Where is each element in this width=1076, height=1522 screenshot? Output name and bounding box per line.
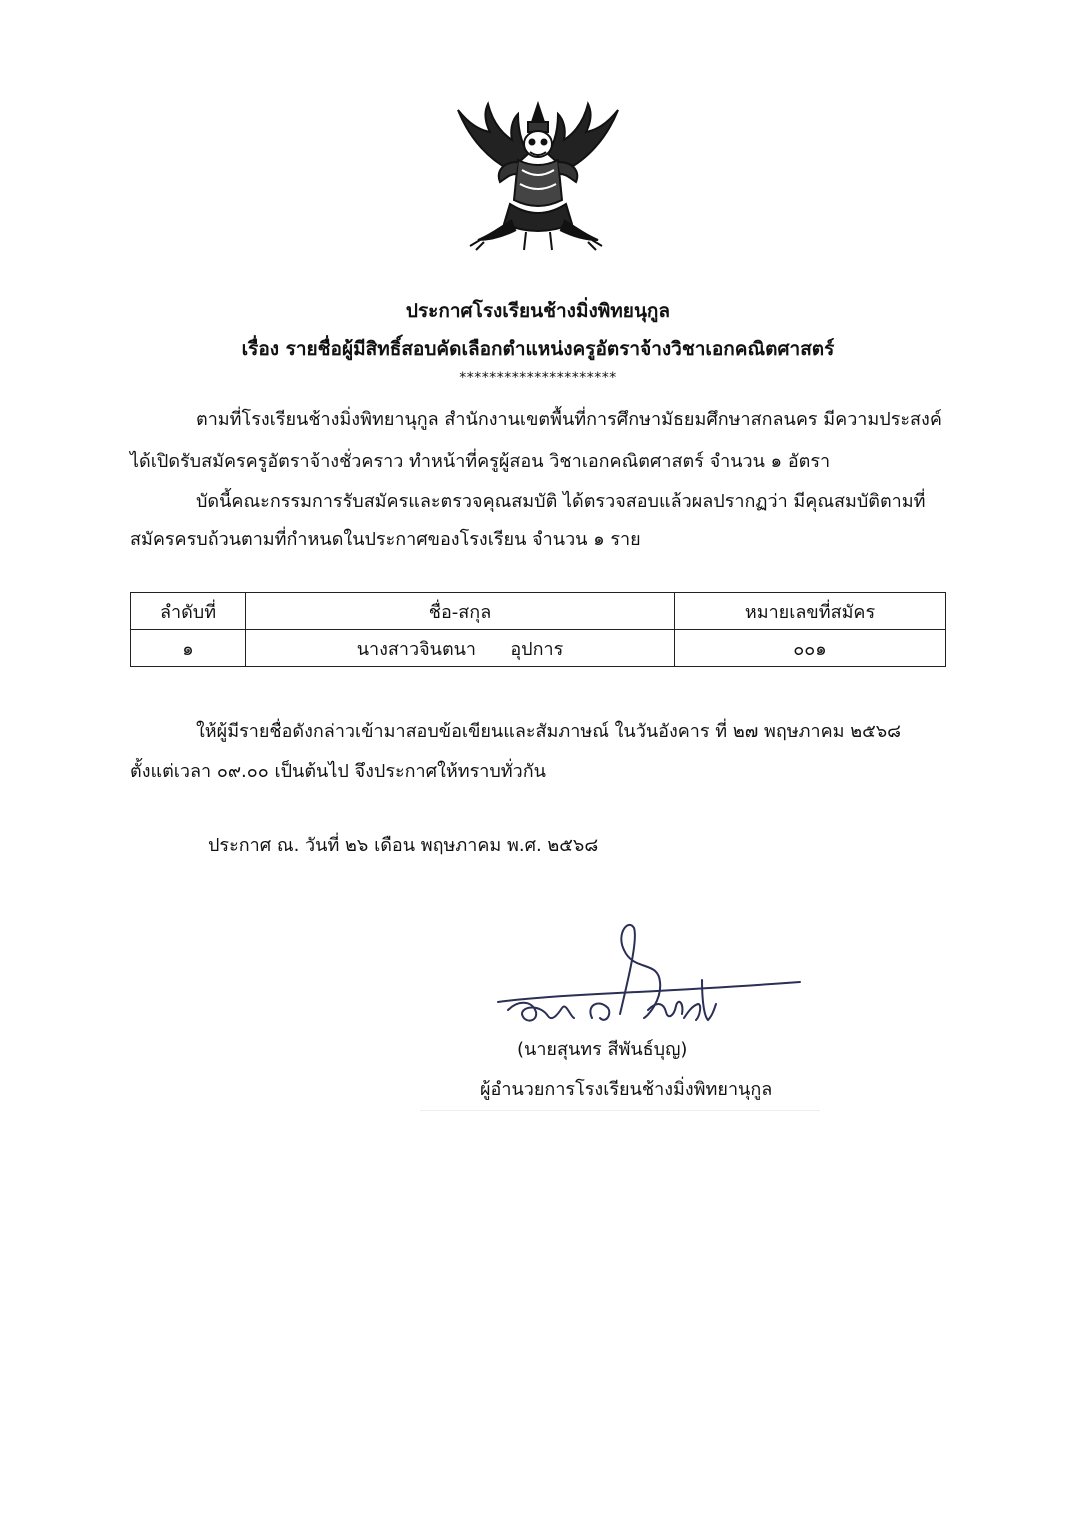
signer-position: ผู้อำนวยการโรงเรียนช้างมิ่งพิทยานุกูล bbox=[480, 1079, 773, 1100]
paragraph3-line2: ตั้งแต่เวลา ๐๙.๐๐ เป็นต้นไป จึงประกาศให้ทราบทั่วกัน bbox=[130, 761, 546, 782]
table-row bbox=[131, 630, 946, 667]
cell-name: นางสาวจินตนา อุปการ bbox=[246, 630, 675, 667]
garuda-emblem bbox=[440, 100, 636, 260]
announce-date: ประกาศ ณ. วันที่ ๒๖ เดือน พฤษภาคม พ.ศ. ๒๕๖๘ bbox=[208, 835, 599, 856]
column-header-name: ชื่อ-สกุล bbox=[246, 593, 675, 630]
candidate-table bbox=[130, 592, 946, 667]
paragraph2-line2: สมัครครบถ้วนตามที่กำหนดในประกาศของโรงเรียน จำนวน ๑ ราย bbox=[130, 529, 641, 550]
signature-underline bbox=[420, 1110, 820, 1111]
paragraph3-line1: ให้ผู้มีรายชื่อดังกล่าวเข้ามาสอบข้อเขียนและสัมภาษณ์ ในวันอังคาร ที่ ๒๗ พฤษภาคม ๒๕๖๘ bbox=[196, 721, 902, 742]
paragraph1-line2: ได้เปิดรับสมัครครูอัตราจ้างชั่วคราว ทำหน้าที่ครูผู้สอน วิชาเอกคณิตศาสตร์ จำนวน ๑ อัตรา bbox=[130, 451, 831, 472]
announcement-subject: เรื่อง รายชื่อผู้มีสิทธิ์สอบคัดเลือกตำแหน่งครูอัตราจ้างวิชาเอกคณิตศาสตร์ bbox=[241, 338, 835, 360]
paragraph2-line1: บัดนี้คณะกรรมการรับสมัครและตรวจคุณสมบัติ ได้ตรวจสอบแล้วผลปรากฏว่า มีคุณสมบัติตามที่ bbox=[196, 491, 926, 512]
paragraph1-line1: ตามที่โรงเรียนช้างมิ่งพิทยานุกูล สำนักงานเขตพื้นที่การศึกษามัธยมศึกษาสกลนคร มีความประสงค์ bbox=[196, 409, 942, 430]
column-header-application-number: หมายเลขที่สมัคร bbox=[675, 593, 946, 630]
table-header-row bbox=[131, 593, 946, 630]
signer-name: (นายสุนทร สีพันธ์บุญ) bbox=[517, 1039, 688, 1060]
column-header-order: ลำดับที่ bbox=[131, 593, 246, 630]
separator: ********************* bbox=[459, 370, 617, 386]
announcement-title: ประกาศโรงเรียนช้างมิ่งพิทยนุกูล bbox=[405, 300, 671, 322]
cell-application-number: ๐๐๑ bbox=[675, 630, 946, 667]
signature bbox=[488, 920, 808, 1040]
cell-order: ๑ bbox=[131, 630, 246, 667]
